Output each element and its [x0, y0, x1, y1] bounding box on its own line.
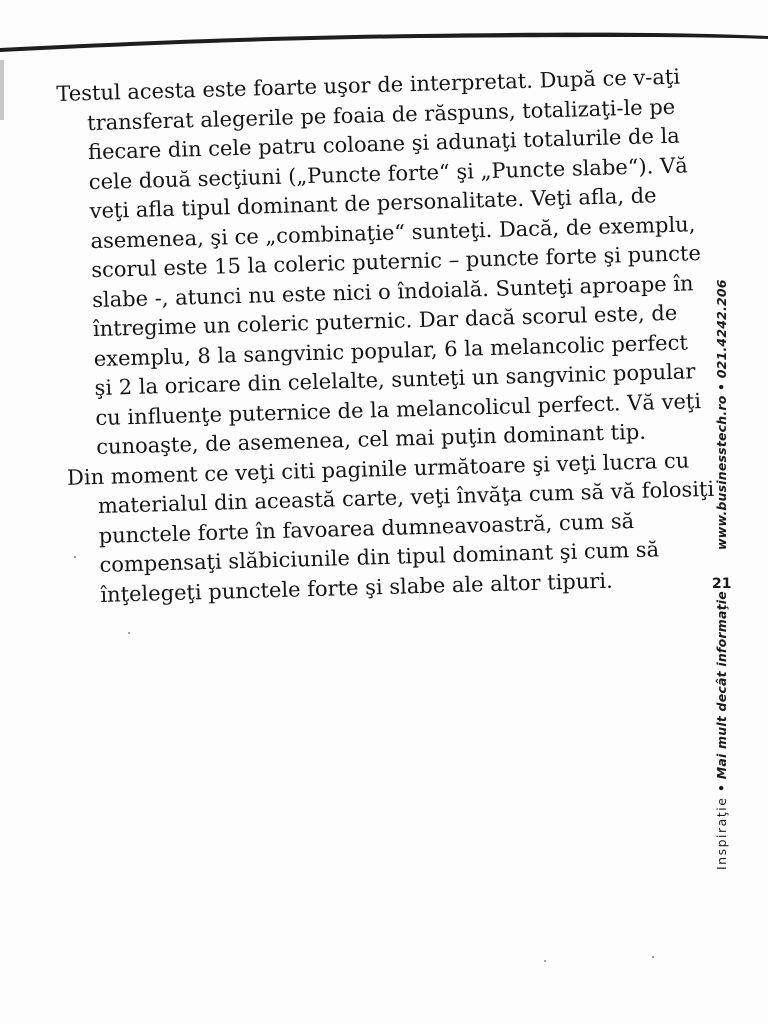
text-line: asemenea, şi ce „combinaţie“ sunteţi. Dacă, de exemplu, — [90, 211, 696, 253]
text-line: materialul din această carte, veţi învăţa cum să vă folosiţi — [97, 476, 715, 518]
text-line: transferat alegerile pe foaia de răspuns, totalizaţi-le pe — [86, 94, 676, 135]
paragraph — [56, 62, 706, 463]
scan-speck — [544, 960, 546, 962]
text-line: slabe -, atunci nu este nici o îndoială. Sunteţi aproape în — [91, 270, 694, 312]
text-line: întregime un coleric puternic. Dar dacă scorul este, de — [92, 300, 678, 342]
text-line: compensaţi slăbiciunile din tipul dominant şi cum să — [99, 537, 660, 577]
text-line: fiecare din cele patru coloane şi adunaţi totalurile de la — [87, 123, 681, 165]
page-top-shadow — [0, 30, 768, 52]
text-line: Testul acesta este foarte uşor de interpretat. După ce v-aţi — [56, 64, 681, 106]
text-line: şi 2 la oricare din celelalte, sunteţi un sangvinic popular — [94, 359, 696, 401]
text-line: exemplu, 8 la sangvinic popular, 6 la melancolic perfect — [93, 329, 689, 371]
scan-speck — [74, 556, 76, 558]
body-text — [56, 62, 715, 611]
paragraph — [66, 445, 715, 610]
text-line: cunoaşte, de asemenea, cel mai puţin dominant tip. — [95, 419, 647, 460]
page-number: 21 — [712, 576, 732, 592]
text-line: scorul este 15 la coleric puternic – puncte forte şi puncte — [90, 241, 702, 283]
brand-tagline — [714, 591, 729, 870]
scan-speck — [652, 956, 654, 958]
text-line: veţi afla tipul dominant de personalitate. Veţi afla, de — [89, 183, 657, 224]
text-line: cele două secţiuni („Puncte forte“ şi „Puncte slabe“). Vă — [88, 152, 688, 194]
text-line: înţelegeţi punctele forte şi slabe ale altor tipuri. — [100, 568, 614, 607]
scan-speck — [128, 632, 130, 634]
page-left-shadow — [0, 60, 4, 120]
contact-line: www.businesstech.ro • 021.4242.206 — [714, 279, 729, 550]
text-line: cu influenţe puternice de la melancolicul perfect. Vă veţi — [95, 388, 702, 430]
tagline: • Mai mult decât informaţie — [714, 591, 729, 797]
brand-name: Inspiraţie — [714, 796, 729, 870]
text-line: Din moment ce veţi citi paginile următoare şi veţi lucra cu — [66, 447, 690, 490]
text-line: punctele forte în favoarea dumneavoastră, cum să — [98, 508, 635, 548]
